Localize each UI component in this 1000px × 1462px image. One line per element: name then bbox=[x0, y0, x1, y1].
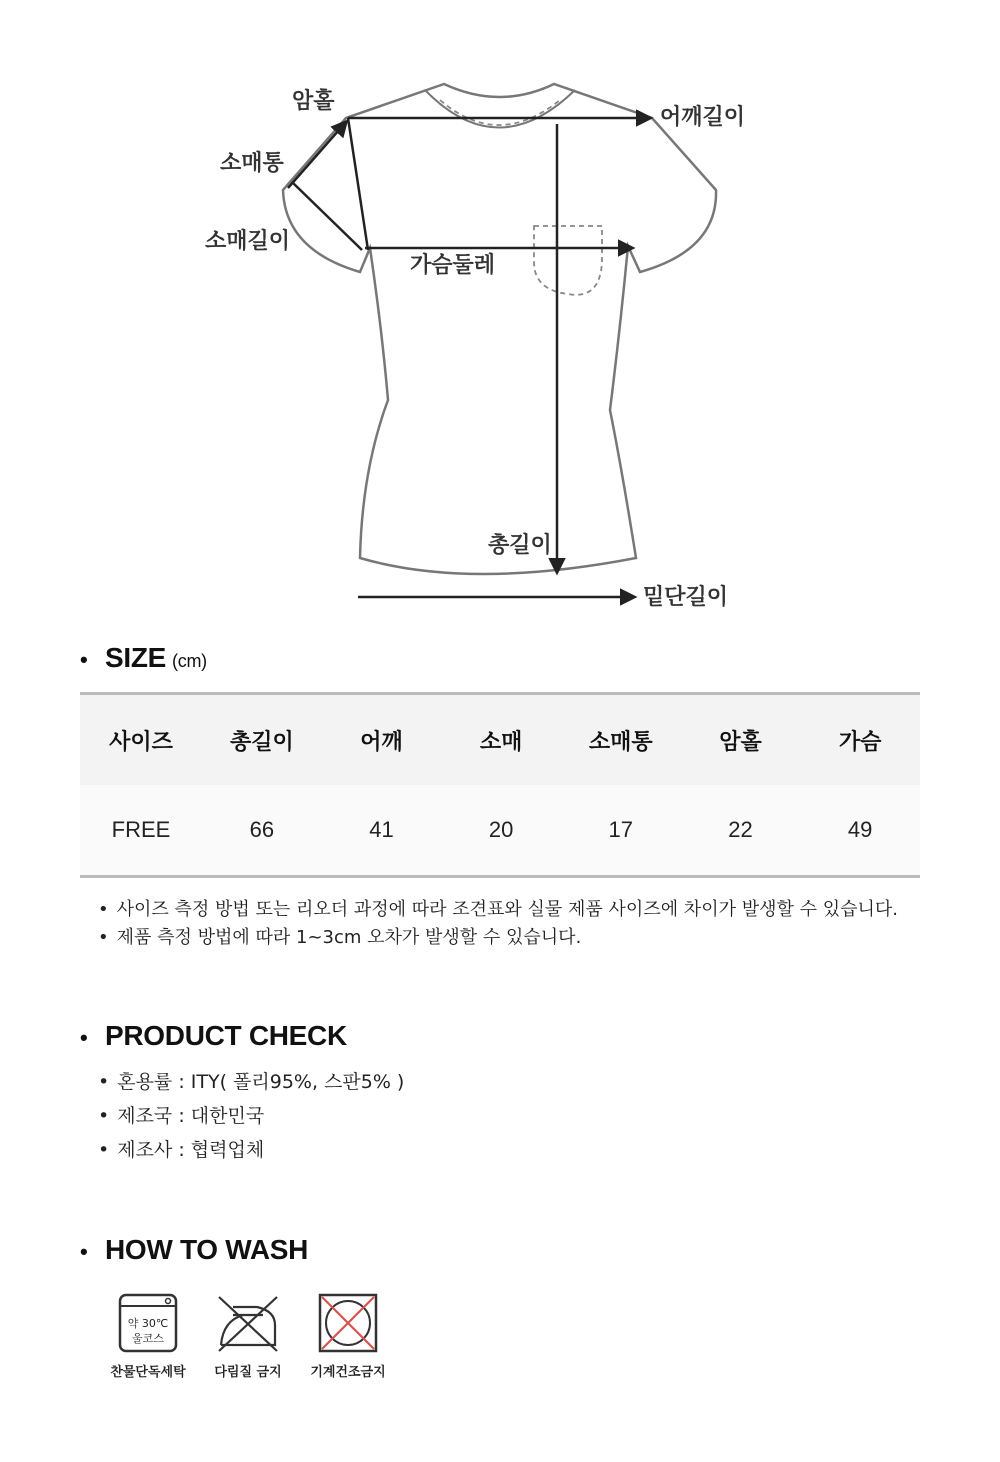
label-hem: 밑단길이 bbox=[643, 585, 729, 610]
cell-shoulder: 41 bbox=[322, 785, 442, 877]
note-item: • 사이즈 측정 방법 또는 리오더 과정에 따라 조견표와 실물 제품 사이즈에 차이가 발생할 수 있습니다. bbox=[98, 896, 898, 924]
wash-label: 다림질 금지 bbox=[214, 1365, 282, 1380]
no-iron-icon bbox=[213, 1293, 283, 1353]
wash-temp-text: 약 30℃ bbox=[127, 1317, 169, 1330]
size-title: SIZE bbox=[105, 642, 167, 673]
cell-total-length: 66 bbox=[202, 785, 322, 877]
wash-label: 찬물단독세탁 bbox=[110, 1365, 186, 1380]
label-armhole: 암홀 bbox=[292, 89, 335, 114]
list-item: • 제조국 : 대한민국 bbox=[98, 1102, 404, 1136]
label-chest: 가슴둘레 bbox=[410, 253, 496, 278]
list-item: • 혼용률 : ITY( 폴리95%, 스판5% ) bbox=[98, 1068, 404, 1102]
size-unit: (cm) bbox=[172, 651, 207, 671]
table-row bbox=[80, 785, 920, 877]
wash-title: HOW TO WASH bbox=[105, 1234, 309, 1265]
list-item: • 제조사 : 협력업체 bbox=[98, 1136, 404, 1170]
header-sleeve: 소매 bbox=[441, 694, 561, 786]
cell-sleeve-width: 17 bbox=[561, 785, 681, 877]
label-total-length: 총길이 bbox=[488, 533, 552, 558]
size-header-row bbox=[80, 694, 920, 786]
wash-label: 기계건조금지 bbox=[310, 1365, 386, 1380]
washing-machine-icon bbox=[118, 1293, 178, 1353]
size-table bbox=[80, 692, 920, 878]
wash-item-no-iron bbox=[208, 1293, 288, 1380]
label-shoulder: 어깨길이 bbox=[660, 105, 746, 130]
product-check-list bbox=[98, 1068, 404, 1170]
note-item: • 제품 측정 방법에 따라 1~3cm 오차가 발생할 수 있습니다. bbox=[98, 924, 898, 952]
label-sleeve-width: 소매통 bbox=[220, 151, 284, 176]
wash-item-hand-wash bbox=[108, 1293, 188, 1380]
header-shoulder: 어깨 bbox=[322, 694, 442, 786]
product-check-title: PRODUCT CHECK bbox=[105, 1020, 347, 1051]
cell-armhole: 22 bbox=[681, 785, 801, 877]
header-sleeve-width: 소매통 bbox=[561, 694, 681, 786]
size-notes bbox=[98, 896, 898, 952]
cell-sleeve: 20 bbox=[441, 785, 561, 877]
header-chest: 가슴 bbox=[800, 694, 920, 786]
cell-size: FREE bbox=[80, 785, 202, 877]
cell-chest: 49 bbox=[800, 785, 920, 877]
label-sleeve-length: 소매길이 bbox=[205, 229, 291, 254]
wash-course-text: 울코스 bbox=[132, 1332, 164, 1345]
wash-item-no-dryer bbox=[308, 1293, 388, 1380]
tshirt-outline-icon bbox=[283, 84, 716, 574]
wash-heading: • HOW TO WASH bbox=[80, 1234, 309, 1265]
measurement-diagram bbox=[0, 0, 1000, 625]
product-check-heading: • PRODUCT CHECK bbox=[80, 1020, 347, 1051]
header-total-length: 총길이 bbox=[202, 694, 322, 786]
header-armhole: 암홀 bbox=[681, 694, 801, 786]
size-heading: • SIZE (cm) bbox=[80, 642, 207, 673]
header-size: 사이즈 bbox=[80, 694, 202, 786]
no-tumble-dry-icon bbox=[318, 1293, 378, 1353]
